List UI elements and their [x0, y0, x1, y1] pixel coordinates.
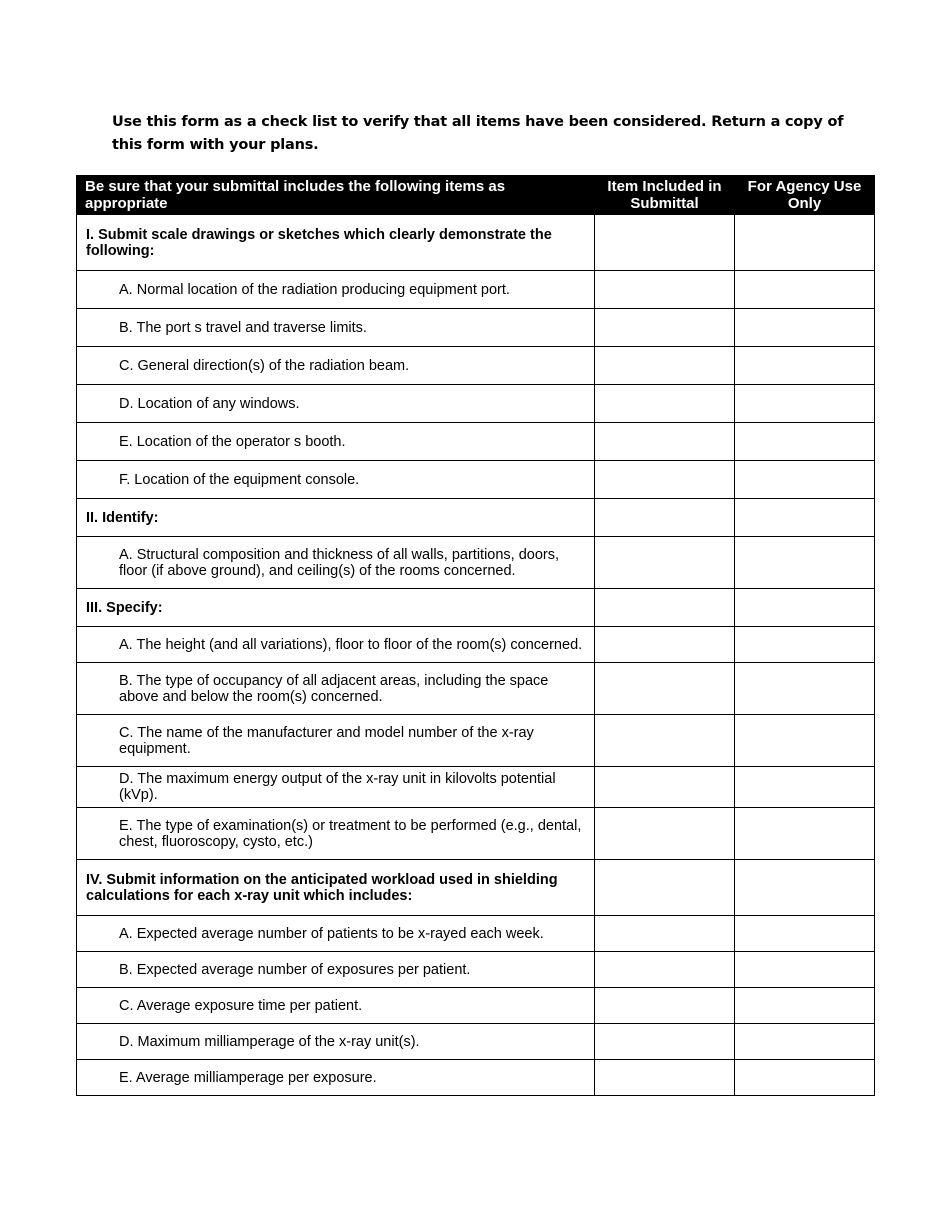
section-heading: IV. Submit information on the anticipated workload used in shielding calculations for each x-ray unit which includes: — [77, 860, 595, 916]
item-included-cell[interactable] — [595, 715, 735, 767]
item-included-cell[interactable] — [595, 1060, 735, 1096]
agency-use-cell — [735, 952, 875, 988]
item-row — [77, 916, 875, 952]
item-text: E. Average milliamperage per exposure. — [77, 1060, 595, 1096]
item-text: D. Location of any windows. — [77, 385, 595, 423]
agency-use-cell — [735, 627, 875, 663]
item-text: E. The type of examination(s) or treatment to be performed (e.g., dental, chest, fluoroscopy, cysto, etc.) — [77, 808, 595, 860]
item-included-cell[interactable] — [595, 627, 735, 663]
section-row — [77, 860, 875, 916]
agency-use-cell — [735, 537, 875, 589]
item-text: B. The port s travel and traverse limits. — [77, 309, 595, 347]
item-text: D. The maximum energy output of the x-ray unit in kilovolts potential (kVp). — [77, 767, 595, 808]
agency-use-cell — [735, 1024, 875, 1060]
item-included-cell[interactable] — [595, 1024, 735, 1060]
item-text: C. The name of the manufacturer and model number of the x-ray equipment. — [77, 715, 595, 767]
item-row — [77, 952, 875, 988]
item-included-cell[interactable] — [595, 663, 735, 715]
item-included-cell[interactable] — [595, 988, 735, 1024]
agency-use-cell — [735, 589, 875, 627]
item-included-cell[interactable] — [595, 461, 735, 499]
table-header-row — [77, 176, 875, 215]
item-row — [77, 1060, 875, 1096]
item-row — [77, 537, 875, 589]
item-included-cell[interactable] — [595, 808, 735, 860]
item-row — [77, 309, 875, 347]
agency-use-cell — [735, 916, 875, 952]
item-included-cell[interactable] — [595, 860, 735, 916]
item-row — [77, 271, 875, 309]
item-text: C. General direction(s) of the radiation beam. — [77, 347, 595, 385]
item-included-cell[interactable] — [595, 499, 735, 537]
item-row — [77, 663, 875, 715]
item-included-cell[interactable] — [595, 309, 735, 347]
checklist-body — [77, 215, 875, 1096]
item-included-cell[interactable] — [595, 952, 735, 988]
agency-use-cell — [735, 215, 875, 271]
header-requirements: Be sure that your submittal includes the following items as appropriate — [77, 176, 595, 215]
item-text: E. Location of the operator s booth. — [77, 423, 595, 461]
submittal-checklist-table — [76, 175, 875, 1096]
agency-use-cell — [735, 499, 875, 537]
agency-use-cell — [735, 808, 875, 860]
item-included-cell[interactable] — [595, 423, 735, 461]
agency-use-cell — [735, 767, 875, 808]
header-item-included: Item Included in Submittal — [595, 176, 735, 215]
item-included-cell[interactable] — [595, 537, 735, 589]
agency-use-cell — [735, 309, 875, 347]
header-agency-use: For Agency Use Only — [735, 176, 875, 215]
item-row — [77, 627, 875, 663]
item-included-cell[interactable] — [595, 385, 735, 423]
agency-use-cell — [735, 1060, 875, 1096]
section-heading: II. Identify: — [77, 499, 595, 537]
section-heading: I. Submit scale drawings or sketches which clearly demonstrate the following: — [77, 215, 595, 271]
item-included-cell[interactable] — [595, 916, 735, 952]
section-heading: III. Specify: — [77, 589, 595, 627]
item-included-cell[interactable] — [595, 271, 735, 309]
item-row — [77, 461, 875, 499]
item-text: A. Normal location of the radiation producing equipment port. — [77, 271, 595, 309]
item-text: A. The height (and all variations), floor to floor of the room(s) concerned. — [77, 627, 595, 663]
item-row — [77, 385, 875, 423]
agency-use-cell — [735, 347, 875, 385]
agency-use-cell — [735, 663, 875, 715]
agency-use-cell — [735, 988, 875, 1024]
item-included-cell[interactable] — [595, 215, 735, 271]
item-text: B. The type of occupancy of all adjacent areas, including the space above and below the room(s) concerned. — [77, 663, 595, 715]
item-row — [77, 808, 875, 860]
item-text: F. Location of the equipment console. — [77, 461, 595, 499]
item-row — [77, 988, 875, 1024]
section-row — [77, 499, 875, 537]
item-included-cell[interactable] — [595, 767, 735, 808]
item-text: A. Expected average number of patients to be x-rayed each week. — [77, 916, 595, 952]
item-row — [77, 423, 875, 461]
item-row — [77, 1024, 875, 1060]
item-text: B. Expected average number of exposures per patient. — [77, 952, 595, 988]
item-row — [77, 767, 875, 808]
agency-use-cell — [735, 385, 875, 423]
agency-use-cell — [735, 423, 875, 461]
section-row — [77, 589, 875, 627]
agency-use-cell — [735, 271, 875, 309]
item-text: A. Structural composition and thickness of all walls, partitions, doors, floor (if above ground), and ceiling(s) of the rooms concerned. — [77, 537, 595, 589]
item-included-cell[interactable] — [595, 589, 735, 627]
agency-use-cell — [735, 715, 875, 767]
agency-use-cell — [735, 461, 875, 499]
item-included-cell[interactable] — [595, 347, 735, 385]
section-row — [77, 215, 875, 271]
item-row — [77, 347, 875, 385]
agency-use-cell — [735, 860, 875, 916]
item-row — [77, 715, 875, 767]
form-instructions: Use this form as a check list to verify that all items have been considered. Return a copy of this form with your plans. — [112, 114, 844, 153]
item-text: C. Average exposure time per patient. — [77, 988, 595, 1024]
item-text: D. Maximum milliamperage of the x-ray unit(s). — [77, 1024, 595, 1060]
